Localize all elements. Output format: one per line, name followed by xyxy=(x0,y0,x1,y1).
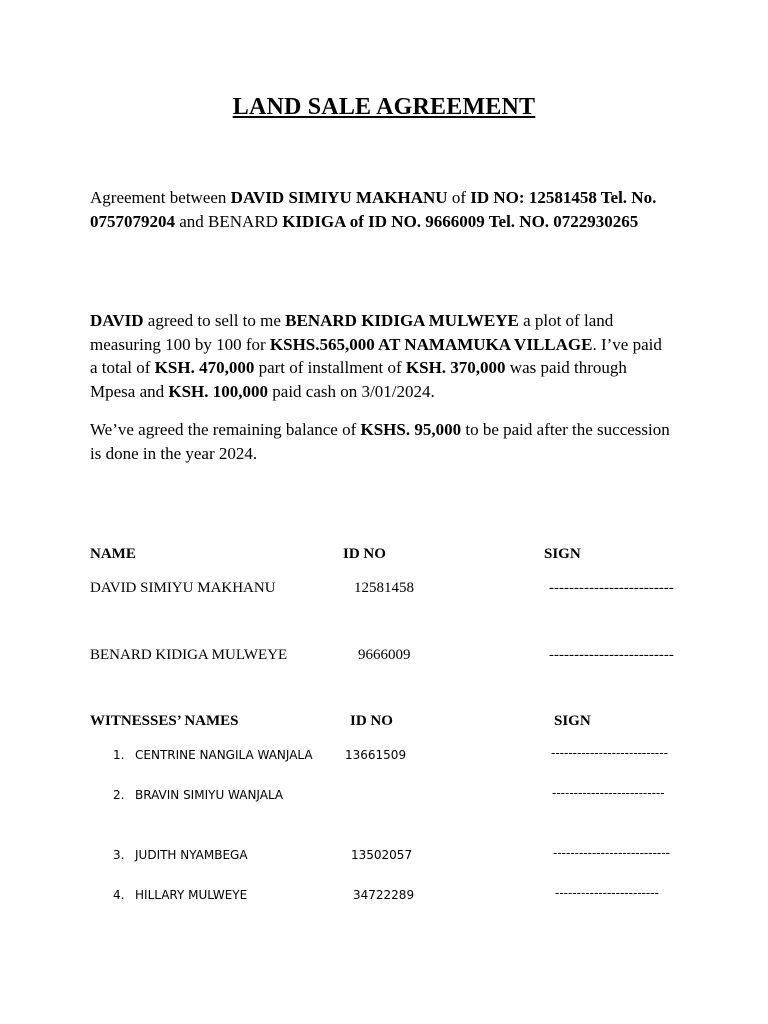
witness-signature-line: -------------------------- xyxy=(552,786,665,800)
intro-paragraph xyxy=(90,186,670,233)
witness-number: 3. xyxy=(113,848,125,862)
witness-name: HILLARY MULWEYE xyxy=(135,888,248,902)
witnesses-header-id: ID NO xyxy=(350,713,393,729)
terms-text-3: . I’ve paid a total of xyxy=(90,334,662,377)
witness-signature-line: ------------------------ xyxy=(555,886,659,900)
terms-text-2: a plot of land measuring 100 by 100 for xyxy=(90,311,614,354)
witness-id: 13661509 xyxy=(345,748,407,762)
terms-text-1: agreed to sell to me xyxy=(143,311,286,330)
party-signature-line: ------------------------- xyxy=(549,647,674,663)
parties-header-sign: SIGN xyxy=(544,546,581,562)
terms-text-4: part of installment of xyxy=(254,358,406,377)
seller-short-name: DAVID xyxy=(90,311,144,330)
party-id: 12581458 xyxy=(354,580,414,596)
balance-amount: KSHS. 95,000 xyxy=(360,420,462,439)
witness-name: JUDITH NYAMBEGA xyxy=(135,848,248,862)
parties-header-id: ID NO xyxy=(343,546,386,562)
buyer-details: KIDIGA of ID NO. 9666009 Tel. NO. 0722930265 xyxy=(282,211,639,231)
price-location: KSHS.565,000 AT NAMAMUKA VILLAGE xyxy=(269,334,593,354)
witness-id: 13502057 xyxy=(351,848,413,862)
witness-id: 34722289 xyxy=(353,888,415,902)
mpesa-amount: KSH. 370,000 xyxy=(405,358,506,377)
witness-number: 2. xyxy=(113,788,125,802)
witness-signature-line: --------------------------- xyxy=(553,846,670,860)
terms-text-5: was paid through Mpesa and xyxy=(90,358,627,401)
party-id: 9666009 xyxy=(358,647,411,663)
cash-amount: KSH. 100,000 xyxy=(168,381,269,401)
balance-text-2: to be paid after the succession is done in the year 2024. xyxy=(90,420,670,463)
witnesses-header-name: WITNESSES’ NAMES xyxy=(90,713,239,729)
witness-number: 1. xyxy=(113,748,125,762)
witness-name: BRAVIN SIMIYU WANJALA xyxy=(135,788,284,802)
witness-signature-line: --------------------------- xyxy=(551,746,668,760)
witness-name: CENTRINE NANGILA WANJALA xyxy=(135,748,313,762)
seller-id-tel: ID NO: 12581458 Tel. No. 0757079204 xyxy=(90,188,657,231)
terms-paragraph-1 xyxy=(90,309,670,403)
document-title: LAND SALE AGREEMENT xyxy=(232,94,536,120)
witnesses-header-sign: SIGN xyxy=(554,713,591,729)
balance-text-1: We’ve agreed the remaining balance of xyxy=(90,420,361,439)
intro-text-3: and BENARD xyxy=(175,211,283,231)
intro-text-2: of xyxy=(447,188,471,207)
terms-text-6: paid cash on 3/01/2024. xyxy=(268,381,435,401)
party-signature-line: ------------------------- xyxy=(549,580,674,596)
seller-name: DAVID SIMIYU MAKHANU xyxy=(230,188,448,207)
party-name: DAVID SIMIYU MAKHANU xyxy=(90,580,276,596)
buyer-full-name: BENARD KIDIGA MULWEYE xyxy=(285,311,519,330)
total-paid: KSH. 470,000 xyxy=(154,358,255,377)
intro-text-1: Agreement between xyxy=(90,188,231,207)
party-name: BENARD KIDIGA MULWEYE xyxy=(90,647,288,663)
terms-paragraph-2 xyxy=(90,418,670,465)
witness-number: 4. xyxy=(113,888,125,902)
parties-header-name: NAME xyxy=(90,546,136,562)
